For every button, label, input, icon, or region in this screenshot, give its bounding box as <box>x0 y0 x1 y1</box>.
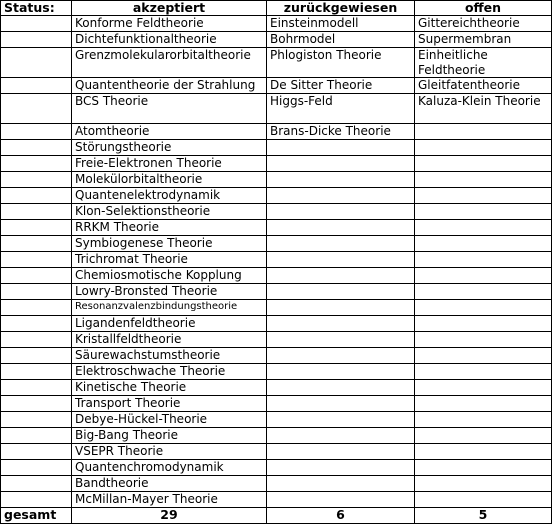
table-row <box>1 16 552 32</box>
rejected-cell <box>267 284 415 300</box>
accepted-cell: Dichtefunktionaltheorie <box>72 32 267 48</box>
accepted-cell: Big-Bang Theorie <box>72 428 267 444</box>
open-cell <box>415 476 552 492</box>
total-rejected: 6 <box>267 508 415 524</box>
header-row <box>1 1 552 16</box>
total-accepted: 29 <box>72 508 267 524</box>
accepted-cell: Grenzmolekularorbitaltheorie <box>72 48 267 78</box>
table-row <box>1 428 552 444</box>
accepted-cell: Konforme Feldtheorie <box>72 16 267 32</box>
status-cell <box>1 476 72 492</box>
table-row <box>1 204 552 220</box>
accepted-cell: McMillan-Mayer Theorie <box>72 492 267 508</box>
open-cell <box>415 396 552 412</box>
open-cell <box>415 268 552 284</box>
status-cell <box>1 32 72 48</box>
table-row <box>1 332 552 348</box>
header-rejected: zurückgewiesen <box>267 1 415 16</box>
table-row <box>1 78 552 94</box>
open-cell <box>415 188 552 204</box>
accepted-cell: Symbiogenese Theorie <box>72 236 267 252</box>
rejected-cell <box>267 364 415 380</box>
open-cell: Gittereichtheorie <box>415 16 552 32</box>
open-cell <box>415 460 552 476</box>
status-cell <box>1 140 72 156</box>
open-cell <box>415 236 552 252</box>
rejected-cell <box>267 380 415 396</box>
open-cell: Kaluza-Klein Theorie <box>415 94 552 124</box>
status-cell <box>1 332 72 348</box>
accepted-cell: VSEPR Theorie <box>72 444 267 460</box>
rejected-cell <box>267 236 415 252</box>
rejected-cell <box>267 444 415 460</box>
status-cell <box>1 48 72 78</box>
accepted-cell: BCS Theorie <box>72 94 267 124</box>
rejected-cell: Bohrmodel <box>267 32 415 48</box>
rejected-cell: Einsteinmodell <box>267 16 415 32</box>
table-row <box>1 492 552 508</box>
open-cell <box>415 140 552 156</box>
table-row <box>1 300 552 316</box>
open-cell <box>415 428 552 444</box>
rejected-cell <box>267 156 415 172</box>
status-cell <box>1 284 72 300</box>
accepted-cell: Lowry-Bronsted Theorie <box>72 284 267 300</box>
status-cell <box>1 172 72 188</box>
table-row <box>1 48 552 78</box>
open-cell <box>415 220 552 236</box>
table-row <box>1 364 552 380</box>
status-cell <box>1 156 72 172</box>
table-row <box>1 172 552 188</box>
total-label: gesamt <box>1 508 72 524</box>
status-cell <box>1 124 72 140</box>
accepted-cell: Klon-Selektionstheorie <box>72 204 267 220</box>
table-row <box>1 140 552 156</box>
rejected-cell <box>267 348 415 364</box>
status-cell <box>1 78 72 94</box>
table-row <box>1 380 552 396</box>
accepted-cell: Resonanzvalenzbindungstheorie <box>72 300 267 316</box>
rejected-cell <box>267 476 415 492</box>
rejected-cell <box>267 220 415 236</box>
status-cell <box>1 348 72 364</box>
header-open: offen <box>415 1 552 16</box>
status-cell <box>1 16 72 32</box>
table-body <box>1 16 552 508</box>
status-cell <box>1 444 72 460</box>
open-cell <box>415 252 552 268</box>
table-row <box>1 252 552 268</box>
status-cell <box>1 460 72 476</box>
accepted-cell: Störungstheorie <box>72 140 267 156</box>
rejected-cell <box>267 428 415 444</box>
accepted-cell: RRKM Theorie <box>72 220 267 236</box>
table-row <box>1 188 552 204</box>
rejected-cell <box>267 492 415 508</box>
status-cell <box>1 236 72 252</box>
open-cell <box>415 492 552 508</box>
rejected-cell <box>267 396 415 412</box>
rejected-cell <box>267 460 415 476</box>
rejected-cell <box>267 252 415 268</box>
open-cell <box>415 444 552 460</box>
open-cell <box>415 156 552 172</box>
status-cell <box>1 268 72 284</box>
table-row <box>1 476 552 492</box>
rejected-cell: Brans-Dicke Theorie <box>267 124 415 140</box>
status-cell <box>1 380 72 396</box>
status-cell <box>1 252 72 268</box>
table-row <box>1 94 552 124</box>
open-cell <box>415 364 552 380</box>
rejected-cell: De Sitter Theorie <box>267 78 415 94</box>
rejected-cell <box>267 316 415 332</box>
status-cell <box>1 220 72 236</box>
total-row <box>1 508 552 524</box>
accepted-cell: Elektroschwache Theorie <box>72 364 267 380</box>
table-row <box>1 32 552 48</box>
accepted-cell: Quantentheorie der Strahlung <box>72 78 267 94</box>
open-cell <box>415 300 552 316</box>
table-row <box>1 268 552 284</box>
status-cell <box>1 364 72 380</box>
open-cell <box>415 204 552 220</box>
open-cell: Einheitliche Feldtheorie <box>415 48 552 78</box>
rejected-cell <box>267 204 415 220</box>
accepted-cell: Säurewachstumstheorie <box>72 348 267 364</box>
accepted-cell: Quantenchromodynamik <box>72 460 267 476</box>
status-cell <box>1 94 72 124</box>
header-accepted: akzeptiert <box>72 1 267 16</box>
table-row <box>1 396 552 412</box>
status-cell <box>1 396 72 412</box>
open-cell: Supermembran <box>415 32 552 48</box>
status-cell <box>1 428 72 444</box>
accepted-cell: Trichromat Theorie <box>72 252 267 268</box>
accepted-cell: Transport Theorie <box>72 396 267 412</box>
open-cell <box>415 124 552 140</box>
status-cell <box>1 316 72 332</box>
status-cell <box>1 188 72 204</box>
rejected-cell <box>267 412 415 428</box>
table-row <box>1 316 552 332</box>
rejected-cell <box>267 188 415 204</box>
table-row <box>1 412 552 428</box>
status-cell <box>1 492 72 508</box>
status-cell <box>1 300 72 316</box>
accepted-cell: Chemiosmotische Kopplung <box>72 268 267 284</box>
table-row <box>1 156 552 172</box>
rejected-cell: Phlogiston Theorie <box>267 48 415 78</box>
accepted-cell: Bandtheorie <box>72 476 267 492</box>
rejected-cell <box>267 300 415 316</box>
accepted-cell: Kinetische Theorie <box>72 380 267 396</box>
accepted-cell: Freie-Elektronen Theorie <box>72 156 267 172</box>
rejected-cell: Higgs-Feld <box>267 94 415 124</box>
accepted-cell: Molekülorbitaltheorie <box>72 172 267 188</box>
status-cell <box>1 204 72 220</box>
table-row <box>1 220 552 236</box>
table-row <box>1 124 552 140</box>
open-cell <box>415 316 552 332</box>
open-cell <box>415 284 552 300</box>
rejected-cell <box>267 140 415 156</box>
table-row <box>1 284 552 300</box>
open-cell <box>415 332 552 348</box>
total-open: 5 <box>415 508 552 524</box>
accepted-cell: Quantenelektrodynamik <box>72 188 267 204</box>
accepted-cell: Ligandenfeldtheorie <box>72 316 267 332</box>
table-row <box>1 460 552 476</box>
rejected-cell <box>267 268 415 284</box>
rejected-cell <box>267 332 415 348</box>
accepted-cell: Atomtheorie <box>72 124 267 140</box>
accepted-cell: Kristallfeldtheorie <box>72 332 267 348</box>
rejected-cell <box>267 172 415 188</box>
table-row <box>1 444 552 460</box>
status-cell <box>1 412 72 428</box>
accepted-cell: Debye-Hückel-Theorie <box>72 412 267 428</box>
open-cell <box>415 172 552 188</box>
open-cell: Gleitfatentheorie <box>415 78 552 94</box>
open-cell <box>415 348 552 364</box>
header-status: Status: <box>1 1 72 16</box>
open-cell <box>415 380 552 396</box>
table-row <box>1 348 552 364</box>
open-cell <box>415 412 552 428</box>
table-row <box>1 236 552 252</box>
